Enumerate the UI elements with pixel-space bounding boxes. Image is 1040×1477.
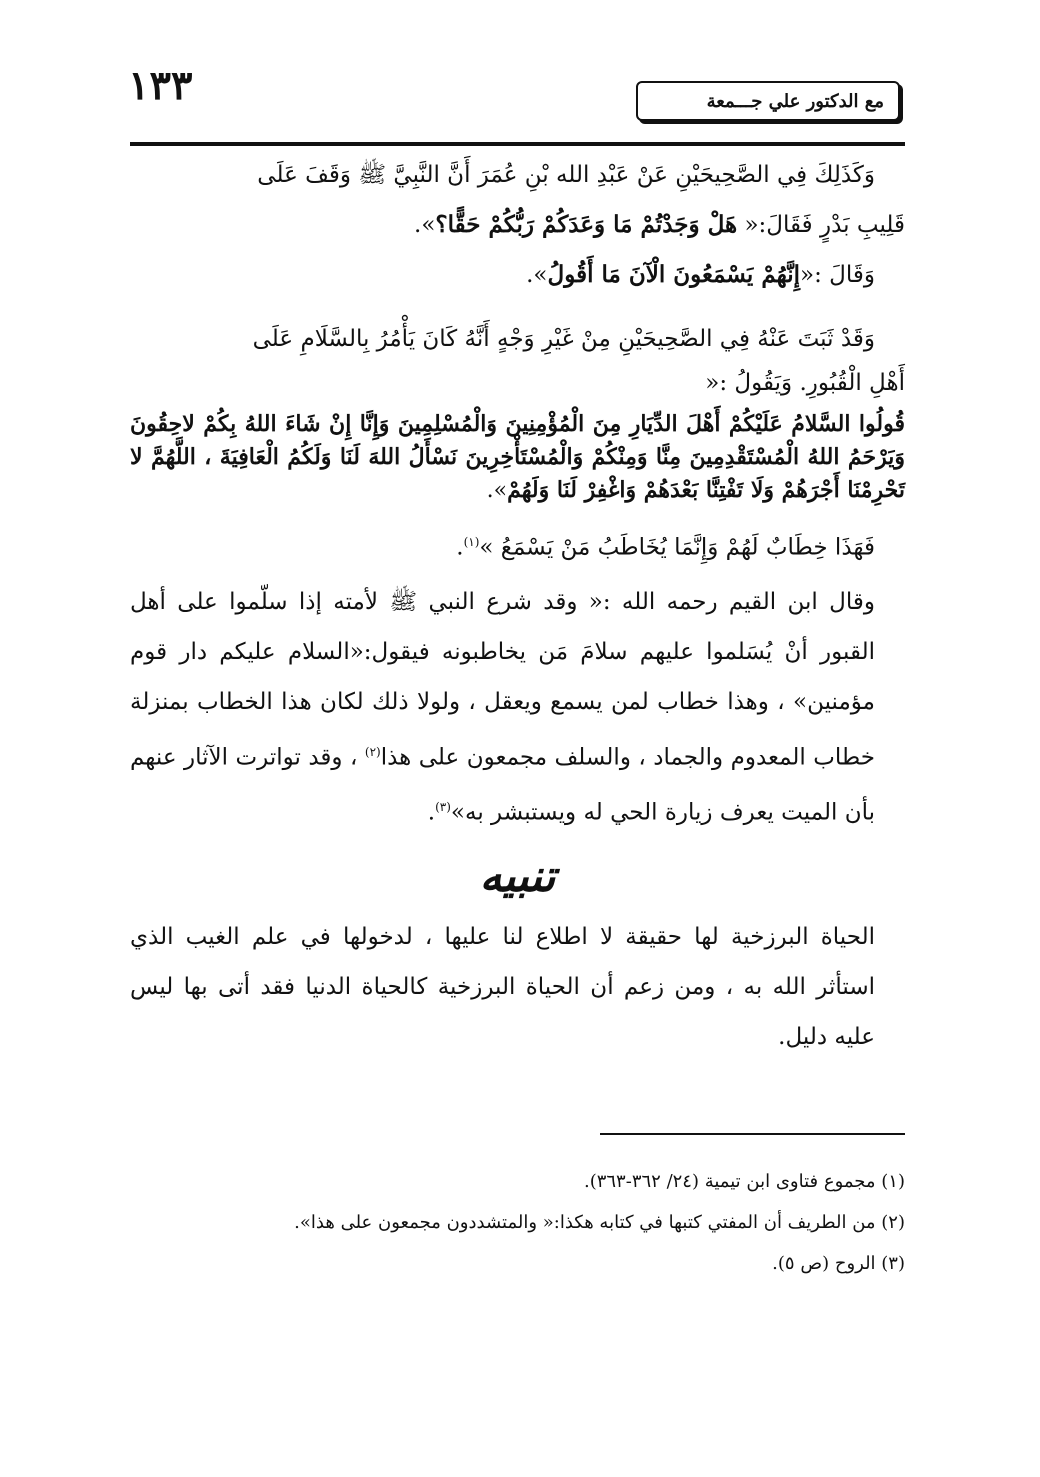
footnote-3: (٣) الروح (ص ٥).: [772, 1253, 905, 1274]
paragraph-3-line-1: وَقَدْ ثَبَتَ عَنْهُ فِي الصَّحِيحَيْنِ مِنْ غَيْرِ وَجْهٍ أَنَّهُ كَانَ يَأْمُرُ بِالسَّلَامِ عَلَى: [252, 326, 875, 352]
paragraph-3-prefix: أَهْلِ الْقُبُورِ. وَيَقُولُ :«: [705, 370, 905, 396]
hadith-quote-3-end: ».: [486, 478, 508, 503]
paragraph-2-prefix: وَقَالَ :«: [800, 262, 875, 288]
footnotes: [130, 1170, 905, 1293]
paragraph-6-text: الحياة البرزخية لها حقيقة لا اطلاع لنا عليها ، لدخولها في علم الغيب الذي استأثر الله به ، ومن زعم أن الحياة البرزخية كالحياة الدنيا فقد أتى بها ليس عليه دليل.: [130, 923, 875, 1050]
section-title: تنبيه: [479, 850, 556, 902]
page-number: ١٣٣: [128, 62, 193, 109]
paragraph-1-line-1: وَكَذَلِكَ فِي الصَّحِيحَيْنِ عَنْ عَبْدِ الله بْنِ عُمَرَ أَنَّ النَّبِيَّ ﷺ وَقَفَ عَلَى: [257, 162, 875, 188]
page-body: [130, 150, 905, 1062]
paragraph-4-text: فَهَذَا خِطَابٌ لَهُمْ وَإِنَّمَا يُخَاطَبُ مَنْ يَسْمَعُ »: [479, 534, 875, 561]
footnote-ref-1: (١): [463, 535, 480, 549]
paragraph-2: [130, 250, 905, 300]
paragraph-1-cont: [130, 200, 905, 250]
paragraph-1-suffix: ».: [414, 212, 436, 238]
paragraph-5-text: وقال ابن القيم رحمه الله :« وقد شرع النبي ﷺ لأمته إذا سلّموا على أهل القبور أنْ يُسَلموا عليهم سلامَ مَن يخاطبونه فيقول:«السلام عليكم دار قوم مؤمنين» ، وهذا خطاب لمن يسمع ويعقل ، ولولا ذلك لكان هذا الخطاب بمنزلة خطاب المعدوم والجماد ، والسلف مجمعون على هذا: [130, 588, 876, 771]
hadith-quote-3: قُولُوا السَّلامُ عَلَيْكُمْ أَهْلَ الدِّيَارِ مِنَ الْمُؤْمِنِينَ وَالْمُسْلِمِينَ وَإِنَّا إِنْ شَاءَ اللهُ بِكُمْ لاحِقُونَ وَيَرْحَمُ اللهُ الْمُسْتَقْدِمِينَ مِنَّا وَمِنْكُمْ وَالْمُسْتَأْخِرِينَ نَسْأَلُ اللهَ لَنَا وَلَكُمُ الْعَافِيَةَ ، اللَّهُمَّ لا تَحْرِمْنَا أَجْرَهُمْ وَلَا تَفْتِنَّا بَعْدَهُمْ وَاغْفِرْ لَنَا وَلَهُمْ: [130, 411, 905, 503]
paragraph-5-end: .: [427, 799, 436, 826]
hadith-block: [130, 408, 905, 507]
paragraph-1-prefix: قَلِيبِ بَدْرٍ فَقَالَ:«: [737, 212, 905, 238]
running-header: [636, 81, 900, 121]
paragraph-4-end: .: [456, 534, 464, 561]
hadith-quote-2: إِنَّهُمْ يَسْمَعُونَ الْآنَ مَا أَقُولُ: [547, 261, 801, 288]
hadith-quote-1: هَلْ وَجَدْتُمْ مَا وَعَدَكُمْ رَبُّكُمْ حَقًّا؟: [435, 211, 738, 238]
paragraph-6: [130, 912, 905, 1062]
footnote-separator: [600, 1133, 905, 1135]
paragraph-1: [130, 150, 905, 200]
footnote-ref-3: (٣): [435, 800, 451, 815]
paragraph-4: [130, 517, 905, 573]
paragraph-5-text-2: ، وقد تواترت الآثار عنهم بأن الميت يعرف زيارة الحي له ويستبشر به»: [130, 744, 875, 826]
paragraph-3: [130, 314, 905, 364]
header-title: مع الدكتور علي جـــمعة: [706, 90, 884, 112]
footnote-1: (١) مجموع فتاوى ابن تيمية (٢٤/ ٣٦٢-٣٦٣).: [583, 1171, 905, 1192]
footnote-2: (٢) من الطريف أن المفتي كتبها في كتابه هكذا:« والمتشددون مجمعون على هذا».: [294, 1212, 905, 1233]
paragraph-5: [130, 577, 905, 838]
footnote-ref-2: (٢): [364, 744, 381, 759]
paragraph-2-suffix: ».: [526, 262, 548, 288]
header-rule: [130, 142, 905, 146]
paragraph-3-intro: [130, 364, 905, 402]
